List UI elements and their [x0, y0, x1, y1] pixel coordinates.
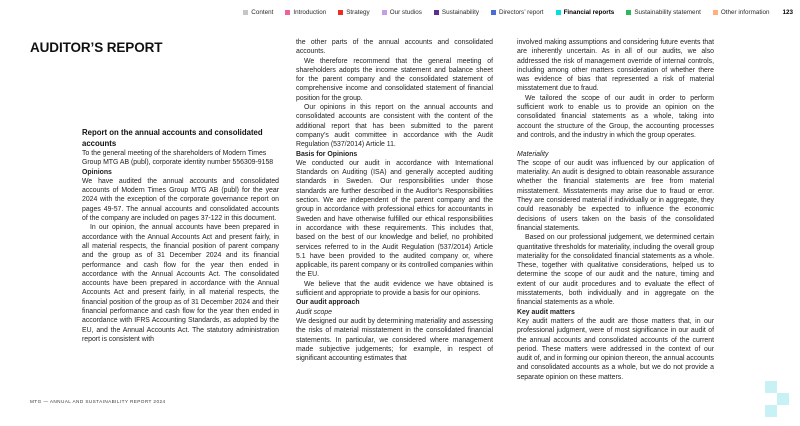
paragraph: Based on our professional judgement, we determined certain quantitative thresholds for materiality, including the overall group materiality for the consolidated financial statements as a whole. These, together with qualitative considerations, helped us to determine the scope of our audit and the nature, timing and extent of our audit procedures and to evaluate the effect of misstatements, both individually and in aggregate on the financial statements as a whole. — [517, 234, 714, 307]
top-nav — [243, 9, 793, 16]
subheading-materiality: Materiality — [517, 150, 549, 158]
nav-item[interactable] — [434, 9, 479, 16]
column-right — [517, 38, 714, 382]
column-left — [82, 128, 279, 344]
footer-report-title: MTG — ANNUAL AND SUSTAINABILITY REPORT 2024 — [30, 399, 166, 404]
nav-color-square-icon — [626, 10, 631, 15]
nav-item[interactable] — [626, 9, 701, 16]
nav-item-label: Strategy — [346, 9, 370, 16]
nav-item[interactable] — [285, 9, 326, 16]
paragraph: We therefore recommend that the general meeting of shareholders adopts the income statement and balance sheet for the parent company and the consolidated statement of comprehensive income and consolidated statement of financial position for the group. — [296, 57, 493, 102]
heading-key-audit-matters: Key audit matters — [517, 308, 575, 316]
nav-color-square-icon — [285, 10, 290, 15]
paragraph: involved making assumptions and considering future events that are inherently uncertain. As in all of our audits, we also addressed the risk of management override of internal controls, including among other matters consideration of whether there was evidence of bias that represented a risk of material misstatement due to fraud. — [517, 39, 714, 93]
nav-color-square-icon — [243, 10, 248, 15]
paragraph: The scope of our audit was influenced by our application of materiality. An audit is designed to obtain reasonable assurance whether the financial statements are free from material misstatement. Misstatements may arise due to fraud or error. They are considered material if individually or in aggregate, they could reasonably be expected to influence the economic decisions of users taken on the basis of the consolidated financial statements. — [517, 159, 714, 232]
nav-color-square-icon — [338, 10, 343, 15]
heading-our-audit-approach: Our audit approach — [296, 299, 360, 307]
nav-item-label: Sustainability statement — [634, 9, 701, 16]
addressee-paragraph: To the general meeting of the shareholders of Modern Times Group MTG AB (publ), corporate identity number 556309-9158 — [82, 150, 274, 167]
nav-item[interactable] — [382, 9, 422, 16]
nav-item[interactable] — [491, 9, 544, 16]
paragraph: We conducted our audit in accordance with International Standards on Auditing (ISA) and generally accepted auditing standards in Sweden. Our responsibilities under those standards are further described in the Auditor’s Responsibilities section. We are independent of the parent company and the group in accordance with professional ethics for accountants in Sweden and have otherwise fulfilled our ethical responsibilities in accordance with these requirements. This includes that, based on the best of our knowledge and belief, no prohibited services referred to in the Audit Regulation (537/2014) Article 5.1 have been provided to the audited company or, where applicable, its parent company or its controlled companies within the EU. — [296, 159, 493, 279]
column-middle — [296, 38, 493, 363]
paragraph: Key audit matters of the audit are those matters that, in our professional judgment, were of most significance in our audit of the annual accounts and consolidated accounts of the current period. These matters were addressed in the context of our audit of, and in forming our opinion thereon, the annual accounts and consolidated accounts as a whole, but we do not provide a separate opinion on these matters. — [517, 317, 714, 381]
nav-item-label: Directors’ report — [499, 9, 544, 16]
nav-color-square-icon — [382, 10, 387, 15]
nav-item-label: Introduction — [293, 9, 327, 16]
nav-color-square-icon — [556, 10, 561, 15]
pixel-square-icon — [777, 393, 789, 405]
paragraph: We have audited the annual accounts and consolidated accounts of Modern Times Group MTG AB (publ) for the year 2024 with the exception of the corporate governance report on pages 49-57. The annual accounts and consolidated accounts of the company are included on pages 37-122 in this document. — [82, 177, 279, 223]
paragraph: We designed our audit by determining materiality and assessing the risks of material misstatement in the consolidated financial statements. In particular, we considered where management made subjective judgements; for example, in respect of significant accounting estimates that — [296, 317, 493, 363]
nav-color-square-icon — [434, 10, 439, 15]
nav-item[interactable] — [338, 9, 369, 16]
paragraph: We tailored the scope of our audit in order to perform sufficient work to enable us to provide an opinion on the consolidated financial statements as a whole, taking into account the structure of the Group, the accounting processes and controls, and the industry in which the group operates. — [517, 94, 714, 139]
nav-item-label: Other information — [720, 9, 770, 16]
nav-color-square-icon — [491, 10, 496, 15]
nav-item-label: Financial reports — [563, 9, 615, 16]
page-title: AUDITOR’S REPORT — [30, 40, 163, 55]
heading-opinions: Opinions — [82, 168, 112, 176]
paragraph: Our opinions in this report on the annual accounts and consolidated accounts are consistent with the content of the additional report that has been submitted to the parent company’s audit committee in accordance with the Audit Regulation (537/2014) Article 11. — [296, 104, 493, 149]
nav-item[interactable] — [713, 9, 770, 16]
subheading-audit-scope: Audit scope — [296, 308, 333, 316]
page-number: 123 — [782, 9, 793, 16]
paragraph: the other parts of the annual accounts and consolidated accounts. — [296, 39, 493, 56]
nav-item-label: Our studios — [389, 9, 422, 16]
paragraph: We believe that the audit evidence we have obtained is sufficient and appropriate to provide a basis for our opinions. — [296, 280, 493, 298]
nav-item[interactable] — [556, 9, 615, 16]
nav-color-square-icon — [713, 10, 718, 15]
pixel-square-icon — [765, 405, 777, 417]
pixel-square-icon — [765, 381, 777, 393]
section-heading-report: Report on the annual accounts and consolidated accounts — [82, 128, 263, 148]
nav-item[interactable] — [243, 9, 273, 16]
pixel-decoration — [765, 381, 789, 417]
nav-item-label: Sustainability — [441, 9, 479, 16]
heading-basis-for-opinions: Basis for Opinions — [296, 150, 358, 158]
paragraph: In our opinion, the annual accounts have been prepared in accordance with the Annual Accounts Act and present fairly, in all material respects, the financial position of parent company and the group as of 31 December 2024 and its financial performance and cash flow for the year then ended in accordance with the Annual Accounts Act. The consolidated accounts have been prepared in accordance with the Annual Accounts Act and present fairly, in all material respects, the financial position of the group as of 31 December 2024 and their financial performance and cash flow for the year then ended in accordance with IFRS Accounting Standards, as adopted by the EU, and the Annual Accounts Act. The statutory administration report is consistent with — [82, 224, 279, 343]
nav-item-label: Content — [251, 9, 274, 16]
